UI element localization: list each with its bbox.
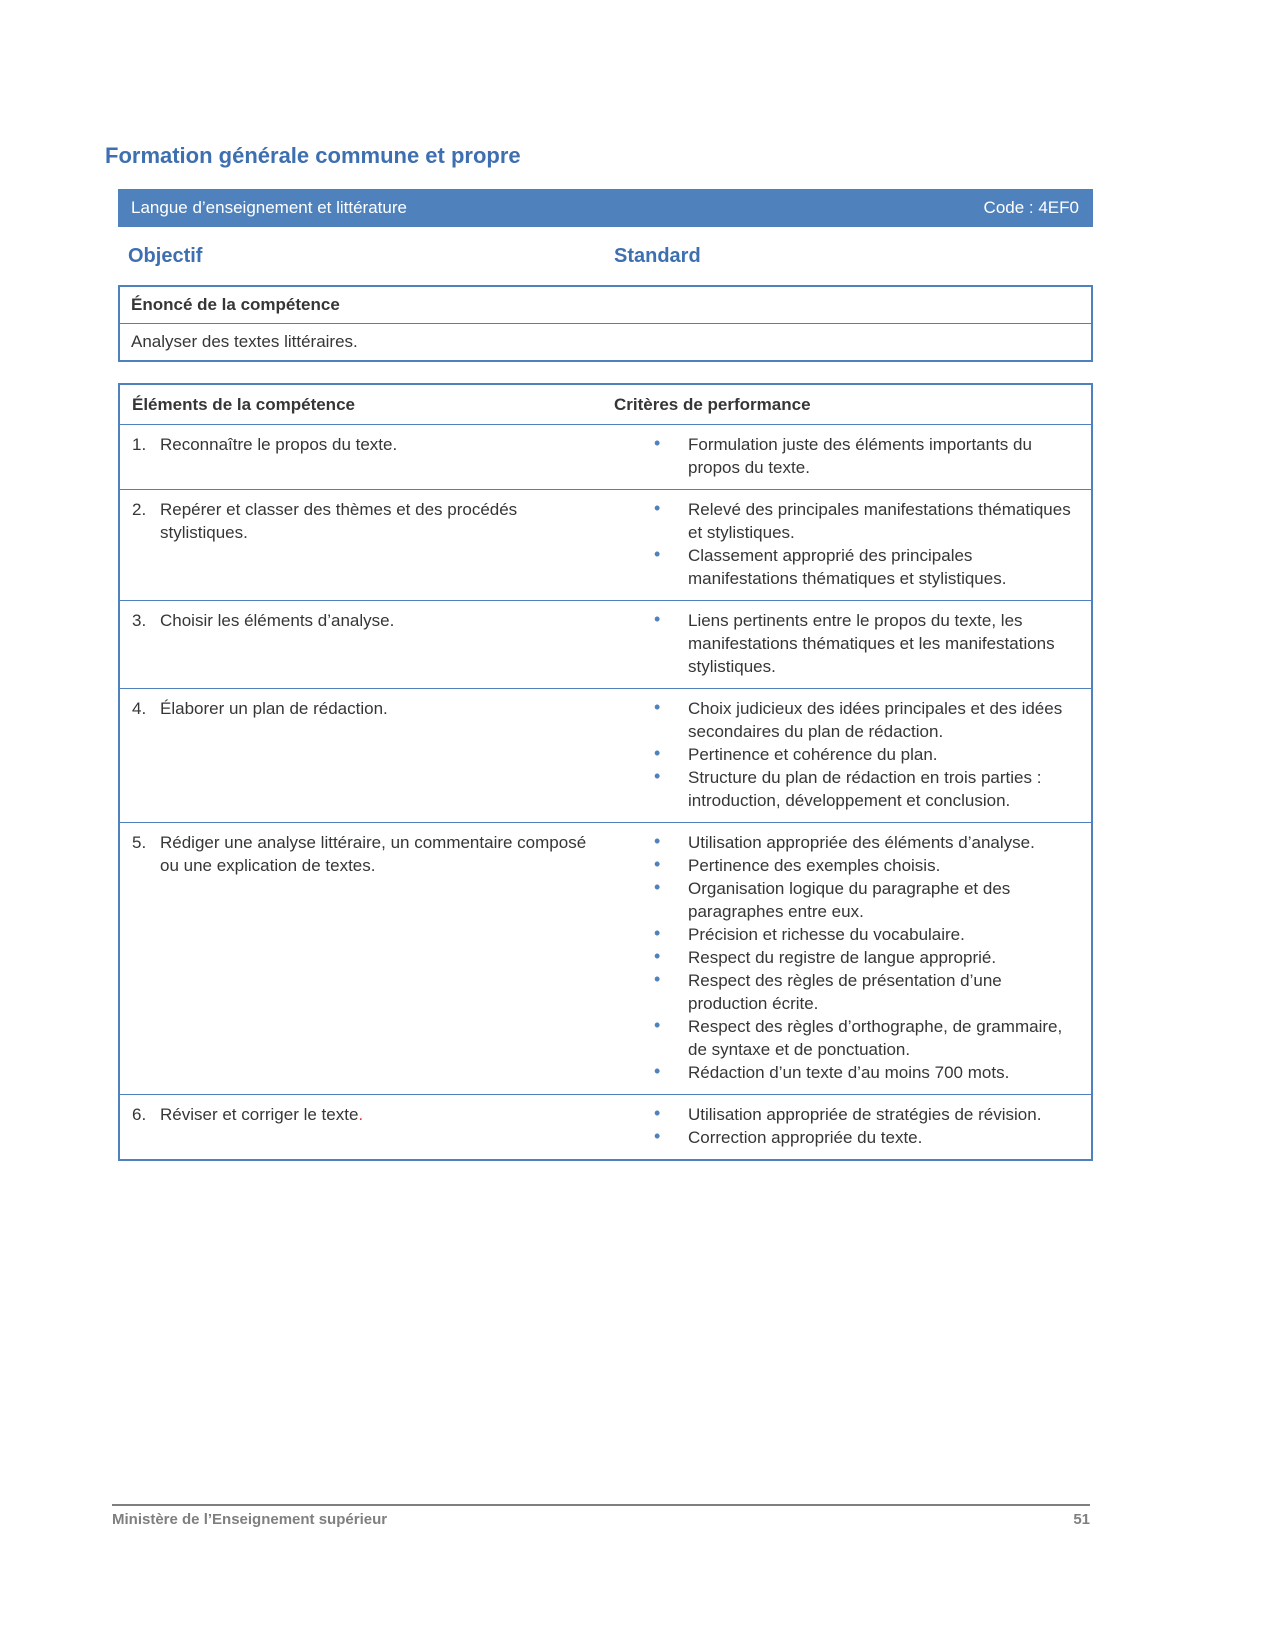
criteria-item — [614, 923, 1079, 946]
criteria-item — [614, 831, 1079, 854]
bullet-icon: • — [654, 697, 661, 717]
table-header-elements: Éléments de la compétence — [132, 395, 355, 414]
criteria-text: Rédaction d’un texte d’au moins 700 mots. — [688, 1063, 1010, 1082]
bullet-icon: • — [654, 831, 661, 851]
bullet-icon: • — [654, 544, 661, 564]
column-heading-standard: Standard — [614, 245, 701, 267]
table-header-row — [120, 385, 1091, 424]
criteria-text: Respect du registre de langue approprié. — [688, 948, 997, 967]
table-header-criteria: Critères de performance — [614, 395, 811, 414]
element-cell — [120, 490, 614, 600]
criteria-cell — [614, 689, 1091, 822]
criteria-text: Utilisation appropriée des éléments d’analyse. — [688, 833, 1035, 852]
column-heading-objectif: Objectif — [128, 245, 203, 267]
criteria-item — [614, 877, 1079, 923]
red-period-mark: . — [358, 1105, 364, 1124]
criteria-item — [614, 854, 1079, 877]
criteria-item — [614, 544, 1079, 590]
bullet-icon: • — [654, 946, 661, 966]
criteria-text: Respect des règles de présentation d’une production écrite. — [688, 971, 1002, 1013]
element-text: Réviser et corriger le texte. — [160, 1105, 364, 1124]
element-cell — [120, 1095, 614, 1159]
banner-code-label: Code : 4EF0 — [983, 198, 1079, 217]
criteria-text: Formulation juste des éléments importants du propos du texte. — [688, 435, 1032, 477]
criteria-item — [614, 1061, 1079, 1084]
criteria-cell — [614, 823, 1091, 1094]
criteria-text: Respect des règles d’orthographe, de grammaire, de syntaxe et de ponctuation. — [688, 1017, 1063, 1059]
criteria-cell — [614, 1095, 1091, 1159]
table-row — [120, 424, 1091, 489]
page-title: Formation générale commune et propre — [105, 143, 521, 168]
bullet-icon: • — [654, 854, 661, 874]
criteria-cell — [614, 425, 1091, 489]
criteria-text: Structure du plan de rédaction en trois parties : introduction, développement et conclusion. — [688, 768, 1042, 810]
bullet-icon: • — [654, 1061, 661, 1081]
bullet-icon: • — [654, 1126, 661, 1146]
element-number: 6. — [132, 1105, 147, 1124]
table-row — [120, 688, 1091, 822]
criteria-text: Correction appropriée du texte. — [688, 1128, 923, 1147]
element-number: 2. — [132, 500, 147, 519]
criteria-item — [614, 609, 1079, 678]
competency-table — [118, 383, 1093, 1161]
table-row — [120, 600, 1091, 688]
banner-subject-label: Langue d’enseignement et littérature — [131, 198, 407, 217]
statement-text: Analyser des textes littéraires. — [131, 332, 358, 351]
element-number: 5. — [132, 833, 147, 852]
criteria-text: Organisation logique du paragraphe et des paragraphes entre eux. — [688, 879, 1011, 921]
table-row — [120, 1094, 1091, 1159]
footer-ministry-label: Ministère de l’Enseignement supérieur — [112, 1511, 388, 1528]
bullet-icon: • — [654, 766, 661, 786]
criteria-item — [614, 498, 1079, 544]
bullet-icon: • — [654, 433, 661, 453]
bullet-icon: • — [654, 1015, 661, 1035]
subject-banner — [118, 189, 1093, 227]
criteria-cell — [614, 490, 1091, 600]
element-text: Reconnaître le propos du texte. — [160, 435, 398, 454]
column-headings — [118, 244, 1093, 268]
criteria-text: Relevé des principales manifestations thématiques et stylistiques. — [688, 500, 1071, 542]
criteria-text: Pertinence des exemples choisis. — [688, 856, 941, 875]
criteria-text: Utilisation appropriée de stratégies de révision. — [688, 1105, 1042, 1124]
page-footer — [112, 1504, 1090, 1528]
bullet-icon: • — [654, 1103, 661, 1123]
criteria-item — [614, 743, 1079, 766]
criteria-item — [614, 1103, 1079, 1126]
table-body — [120, 424, 1091, 1159]
criteria-text: Classement approprié des principales manifestations thématiques et stylistiques. — [688, 546, 1007, 588]
criteria-item — [614, 969, 1079, 1015]
element-text: Repérer et classer des thèmes et des procédés stylistiques. — [160, 500, 518, 542]
criteria-text: Liens pertinents entre le propos du texte, les manifestations thématiques et les manifestations stylistiques. — [688, 611, 1055, 676]
element-number: 4. — [132, 699, 147, 718]
statement-header: Énoncé de la compétence — [120, 287, 1091, 324]
table-row — [120, 489, 1091, 600]
criteria-item — [614, 946, 1079, 969]
criteria-item — [614, 1015, 1079, 1061]
criteria-item — [614, 697, 1079, 743]
element-cell — [120, 601, 614, 688]
element-cell — [120, 689, 614, 822]
criteria-item — [614, 1126, 1079, 1149]
element-text: Élaborer un plan de rédaction. — [160, 699, 388, 718]
bullet-icon: • — [654, 923, 661, 943]
table-row — [120, 822, 1091, 1094]
bullet-icon: • — [654, 743, 661, 763]
bullet-icon: • — [654, 609, 661, 629]
criteria-text: Choix judicieux des idées principales et des idées secondaires du plan de rédaction. — [688, 699, 1063, 741]
bullet-icon: • — [654, 877, 661, 897]
element-cell — [120, 823, 614, 1094]
element-cell — [120, 425, 614, 489]
criteria-item — [614, 766, 1079, 812]
footer-page-number: 51 — [1073, 1511, 1090, 1528]
bullet-icon: • — [654, 498, 661, 518]
bullet-icon: • — [654, 969, 661, 989]
statement-box — [118, 285, 1093, 362]
element-number: 1. — [132, 435, 147, 454]
element-number: 3. — [132, 611, 147, 630]
criteria-text: Précision et richesse du vocabulaire. — [688, 925, 965, 944]
element-text: Choisir les éléments d’analyse. — [160, 611, 395, 630]
criteria-text: Pertinence et cohérence du plan. — [688, 745, 938, 764]
criteria-cell — [614, 601, 1091, 688]
criteria-item — [614, 433, 1079, 479]
element-text: Rédiger une analyse littéraire, un commentaire composé ou une explication de textes. — [160, 833, 587, 875]
